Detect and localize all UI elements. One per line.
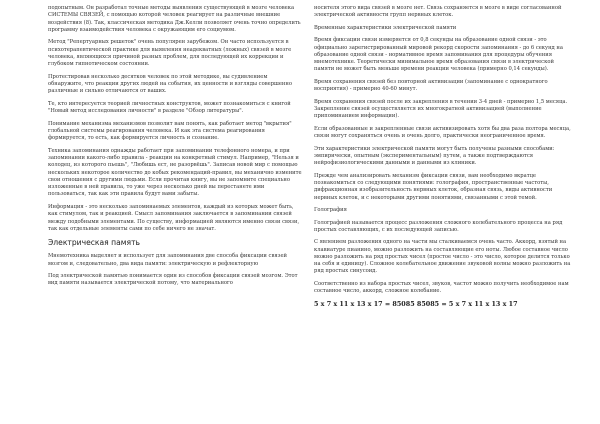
subheading: Временные характеристики электрической памяти [314,24,457,31]
paragraph: Голографией называется процесс разложения сложного колебательного процесса на ряд простых составляющих, с их последующей записью. [314,219,563,233]
paragraph: Время сохранения связей без повторной активизации (запоминание с однократного восприятия) - примерно 40-60 минут. [314,78,548,93]
paragraph: подопытным. Он разработал точные методы выявления существующей в мозге человека СИСТЕМЫ СВЯЗЕЙ, с помощью которой человек реагирует на различные внешние воздействия (8). Так, классическая методика Дж.Келли позволяет очень точно определить программу взаимодействия человека с окружающим его социумом. [48,5,301,33]
paragraph: Соответственно из набора простых чисел, звуков, частот можно получить необходимое нам составное число, аккорд, сложное колебание. [314,280,569,295]
paragraph: Под электрической памятью понимается один из способов фиксации связей мозгом. Этот вид памяти называется электрической потому, что материального [48,273,298,287]
paragraph: Прежде чем анализировать механизм фиксации связи, вам необходимо вкратце познакомиться со следующими понятиями: голография, пространственные частоты, дифракционная изобразительность нервных клеток, образная связь, виды активности нервных клеток, и с некоторыми другими понятиями, связанными с этой темой. [314,172,553,201]
subheading: Голография [314,207,347,214]
section-heading: Электрическая память [48,238,140,248]
paragraph: Информация - это несколько запоминаемых элементов, каждый из которых может быть, как стимулом, так и реакцией. Смысл запоминания заключается в запоминании связей между подобными элементами. По существу, информацией являются именно связи связи, так как отдельные элементы сами по себе ничего не значат. [48,203,300,232]
paragraph: Эти характеристики электрической памяти могут быть получены разными способами: эмпирически, опытным (экспериментальным) путем, а также подтверждаются нейрофизиологическими данными и данными из клиники. [314,145,555,167]
paragraph: носителя этого вида связей в мозге нет. Связь сохраняется в мозге в виде согласованной электрической активности групп нервных клеток. [314,5,562,19]
paragraph: Время фиксации связи измеряется от 0,8 секунды на образование одной связи - это официально зарегистрированный мировой рекорд скорости запоминания - до 6 секунд на образование одной связи - нормативное время запоминания для процедуры обучения мнемотехнике. Теоретически минимальное время образования связи в электрической памяти не может быть меньше времени реакции человека (примерно 0,14 секунды). [314,37,563,73]
formula: 5 x 7 x 11 x 13 x 17 = 85085 85085 = 5 x 7 x 11 x 13 x 17 [314,299,518,308]
paragraph: Время сохранения связей после их закрепления в течении 3-4 дней - примерно 1,5 месяца. Закрепление связей осуществляется их многократной активизацией (выполнение припоминанием информации). [314,98,568,120]
paragraph: Протестировав несколько десятков человек по этой методике, вы судивлением обнаружите, что реакции других людей на события, их ценности и взгляды совершенно различные и сильно отличаются от ваших. [48,73,292,95]
paragraph: Метод "Репертуарных решеток" очень популярен зарубежом. Он часто используется в психотерапевтической практике для выявления неадекватных (ложных) связей в мозге человека, являющихся причиной разных проблем, для последующей их коррекции и глубоком гипнотическом состоянии. [48,39,292,68]
right-column [314,5,572,313]
paragraph: Те, кто интересуется теорией личностных конструктов, может познакомиться с книгой "Новый метод исследования личности" в разделе "Обзор литературы". [48,100,291,115]
left-column [48,5,302,293]
paragraph: Техника запоминания однажды работает при запоминании телефонного номера, и при запоминании какого-либо правила - реакции на конкретный стимул. Например, "Нельзя и колодец, из которого пьешь", "Любишь ест, не разорвёшь". Записав новой мир с помощью нескольких некоторое количество до кобых рекомендаций-правил, вы механично измените свои отношения с другими людьми. Если прочитав книгу, вы не запомните специально изложенные в ней правила, то уже через несколько дней вы перестанете ими пользоваться, так как эти правила будут вами забыты. [48,147,302,198]
paragraph: Понимание механизма механизмов позволит вам понять, как работает метод "вкрытия" глобальной системы реагирования человека. И как эта система реагирования формируется, то есть, как формируется личность и сознание. [48,120,292,142]
paragraph: С явлением разложения одного на части мы сталкиваемся очень часто. Аккорд, взятый на клавиатуре пианино, можно разложить на составляющие его ноты. Любое составное число можно разложить на ряд простых чисел (простое число - это число, которое делится только на себя и единицу). Сложное колебательное движение звуковой волны можно разложить на ряд простых синусоид. [314,239,571,275]
paragraph: Если образованные и закрепленные связи активизировать хотя бы два раза полтора месяца, связи могут сохраняться очень и очень долго, практически неограниченное время. [314,125,571,140]
paragraph: Мнемотехника выделяет и использует для запоминания две способа фиксации связей мозгом и, следовательно, два вида памяти: электрическую и рефлекторную [48,253,287,267]
